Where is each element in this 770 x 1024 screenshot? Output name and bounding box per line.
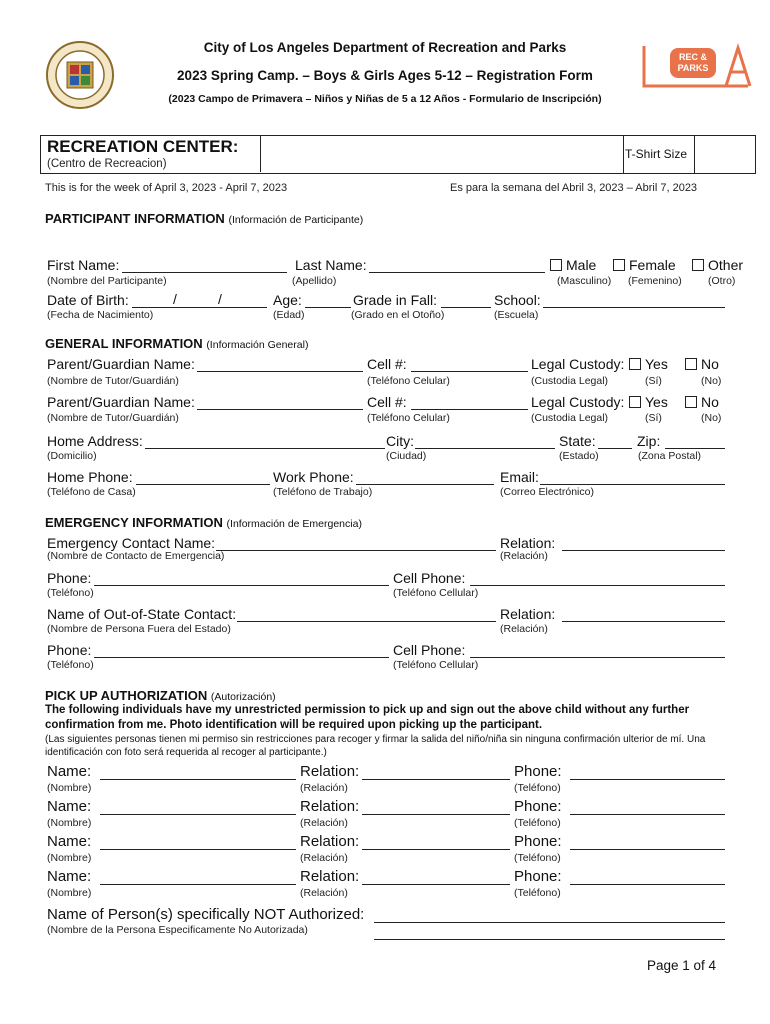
guardian2-yes-checkbox[interactable]: Yes [629,394,668,410]
guardian2-sub: (Nombre de Tutor/Guardián) [47,412,179,424]
last-name-label: Last Name: [295,257,367,273]
pickup-relation-field[interactable] [362,849,510,850]
other-checkbox[interactable]: Other [692,257,743,273]
other-sub: (Otro) [708,275,736,287]
age-field[interactable] [305,307,351,308]
dob-slash-1: / [173,291,177,307]
school-sub: (Escuela) [494,309,539,321]
pickup-relation-sub: (Relación) [300,817,348,829]
last-name-field[interactable] [369,272,545,273]
first-name-sub: (Nombre del Participante) [47,275,167,287]
guardian1-no-checkbox[interactable]: No [685,356,719,372]
emergency-contact-label: Emergency Contact Name: [47,535,216,551]
email-label: Email: [500,469,539,485]
pickup-name-sub: (Nombre) [47,887,92,899]
email-sub: (Correo Electrónico) [500,486,594,498]
email-field[interactable] [540,484,725,485]
pickup-relation-label: Relation: [300,798,360,815]
oos-cell-label: Cell Phone: [393,642,466,658]
guardian1-no-sub: (No) [701,375,722,387]
pickup-relation-label: Relation: [300,833,360,850]
emergency-cell-field[interactable] [470,585,725,586]
work-phone-label: Work Phone: [273,469,354,485]
recreation-center-sub: (Centro de Recreacion) [47,158,167,170]
guardian2-custody-label: Legal Custody: [531,394,625,410]
not-authorized-field-1[interactable] [374,922,725,923]
pickup-name-sub: (Nombre) [47,852,92,864]
not-authorized-sub: (Nombre de la Persona Especificamente No Autorizada) [47,924,308,936]
pickup-phone-label: Phone: [514,868,562,885]
not-authorized-label: Name of Person(s) specifically NOT Authorized: [47,906,365,923]
pickup-name-field[interactable] [100,814,296,815]
pickup-phone-sub: (Teléfono) [514,817,561,829]
pickup-name-field[interactable] [100,849,296,850]
pickup-relation-field[interactable] [362,814,510,815]
guardian2-cell-field[interactable] [411,409,528,410]
dob-sub: (Fecha de Nacimiento) [47,309,154,321]
pickup-name-sub: (Nombre) [47,782,92,794]
pickup-name-label: Name: [47,763,92,780]
pickup-name-label: Name: [47,833,92,850]
oos-cell-sub: (Teléfono Cellular) [393,659,479,671]
guardian2-yes-sub: (Sí) [645,412,662,424]
oos-relation-sub: (Relación) [500,623,548,635]
address-sub: (Domicilio) [47,450,97,462]
emergency-relation-sub: (Relación) [500,550,548,562]
pickup-relation-field[interactable] [362,779,510,780]
pickup-phone-field[interactable] [570,779,725,780]
dob-slash-2: / [218,291,222,307]
guardian1-cell-label: Cell #: [367,356,407,372]
pickup-name-field[interactable] [100,884,296,885]
grade-sub: (Grado en el Otoño) [351,309,445,321]
checkbox-icon [629,358,641,370]
pickup-phone-label: Phone: [514,833,562,850]
emergency-section-title: EMERGENCY INFORMATION (Información de Emergencia) [45,515,362,530]
school-label: School: [494,292,541,308]
pickup-relation-field[interactable] [362,884,510,885]
recreation-center-field[interactable] [262,136,620,171]
pickup-section-title: PICK UP AUTHORIZATION (Autorización) [45,688,276,703]
emergency-phone-field[interactable] [94,585,389,586]
not-authorized-field-2[interactable] [374,939,725,940]
city-sub: (Ciudad) [386,450,427,462]
guardian1-cell-sub: (Teléfono Celular) [367,375,450,387]
male-sub: (Masculino) [557,275,612,287]
female-sub: (Femenino) [628,275,682,287]
guardian1-field[interactable] [197,371,363,372]
guardian2-cell-sub: (Teléfono Celular) [367,412,450,424]
page-number: Page 1 of 4 [647,958,717,973]
oos-contact-field[interactable] [237,621,496,622]
city-label: City: [386,433,414,449]
pickup-phone-label: Phone: [514,798,562,815]
checkbox-icon [613,259,625,271]
emergency-contact-sub: (Nombre de Contacto de Emergencia) [47,550,225,562]
emergency-relation-field[interactable] [562,550,725,551]
checkbox-icon [629,396,641,408]
pickup-note-es: (Las siguientes personas tienen mi permiso sin restricciones para recoger y firmar la salida del niño/niña sin ninguna confirmación ulterior de mí. Una identificación con foto será requerida al recoger al participante.) [45,734,706,758]
guardian2-no-checkbox[interactable]: No [685,394,719,410]
recreation-center-label: RECREATION CENTER: [47,137,239,156]
home-phone-label: Home Phone: [47,469,133,485]
home-phone-sub: (Teléfono de Casa) [47,486,136,498]
checkbox-icon [685,396,697,408]
oos-relation-field[interactable] [562,621,725,622]
male-checkbox[interactable]: Male [550,257,596,273]
guardian2-cell-label: Cell #: [367,394,407,410]
pickup-relation-sub: (Relación) [300,852,348,864]
pickup-phone-sub: (Teléfono) [514,852,561,864]
pickup-phone-field[interactable] [570,814,725,815]
emergency-phone-sub: (Teléfono) [47,587,94,599]
guardian1-custody-sub: (Custodia Legal) [531,375,609,387]
oos-contact-label: Name of Out-of-State Contact: [47,606,237,622]
pickup-phone-sub: (Teléfono) [514,887,561,899]
emergency-phone-label: Phone: [47,570,92,586]
city-field[interactable] [415,448,555,449]
pickup-relation-sub: (Relación) [300,887,348,899]
pickup-relation-label: Relation: [300,763,360,780]
oos-phone-field[interactable] [94,657,389,658]
pickup-phone-field[interactable] [570,884,725,885]
state-field[interactable] [598,448,632,449]
guardian1-custody-label: Legal Custody: [531,356,625,372]
checkbox-icon [685,358,697,370]
home-phone-field[interactable] [136,484,270,485]
last-name-sub: (Apellido) [292,275,337,287]
address-field[interactable] [145,448,385,449]
guardian2-custody-sub: (Custodia Legal) [531,412,609,424]
general-section-title: GENERAL INFORMATION (Información General) [45,336,309,351]
checkbox-icon [550,259,562,271]
state-sub: (Estado) [559,450,599,462]
first-name-field[interactable] [122,272,287,273]
grade-label: Grade in Fall: [353,292,438,308]
header-form-title-es: (2023 Campo de Primavera – Niños y Niñas de 5 a 12 Años - Formulario de Inscripción) [168,93,602,105]
checkbox-icon [692,259,704,271]
emergency-contact-field[interactable] [216,550,496,551]
work-phone-sub: (Teléfono de Trabajo) [273,486,373,498]
address-label: Home Address: [47,433,143,449]
guardian2-field[interactable] [197,409,363,410]
city-seal-logo [45,40,115,110]
header-form-title: 2023 Spring Camp. – Boys & Girls Ages 5-12 – Registration Form [177,68,593,83]
age-label: Age: [273,292,302,308]
oos-cell-field[interactable] [470,657,725,658]
pickup-name-field[interactable] [100,779,296,780]
guardian1-label: Parent/Guardian Name: [47,356,195,372]
dob-field[interactable] [132,307,267,308]
guardian1-yes-checkbox[interactable]: Yes [629,356,668,372]
pickup-phone-field[interactable] [570,849,725,850]
emergency-relation-label: Relation: [500,535,556,551]
zip-field[interactable] [665,448,725,449]
oos-contact-sub: (Nombre de Persona Fuera del Estado) [47,623,231,635]
pickup-note: The following individuals have my unrestricted permission to pick up and sign out the above child without any further confirmation from me. Photo identification will be required upon picking up the participant. [45,704,690,731]
pickup-name-label: Name: [47,798,92,815]
week-es: Es para la semana del Abril 3, 2023 – Abril 7, 2023 [450,182,698,194]
tshirt-size-label: T-Shirt Size [625,147,688,161]
pickup-name-label: Name: [47,868,92,885]
first-name-label: First Name: [47,257,120,273]
pickup-relation-sub: (Relación) [300,782,348,794]
tshirt-size-field[interactable] [694,135,756,174]
pickup-relation-label: Relation: [300,868,360,885]
emergency-cell-label: Cell Phone: [393,570,466,586]
oos-phone-label: Phone: [47,642,92,658]
emergency-cell-sub: (Teléfono Cellular) [393,587,479,599]
dob-label: Date of Birth: [47,292,129,308]
work-phone-field[interactable] [356,484,494,485]
age-sub: (Edad) [273,309,305,321]
pickup-phone-label: Phone: [514,763,562,780]
guardian1-yes-sub: (Sí) [645,375,662,387]
pickup-name-sub: (Nombre) [47,817,92,829]
grade-field[interactable] [441,307,491,308]
week-en: This is for the week of April 3, 2023 - April 7, 2023 [45,182,288,194]
pickup-phone-sub: (Teléfono) [514,782,561,794]
zip-label: Zip: [637,433,661,449]
school-field[interactable] [543,307,725,308]
guardian1-cell-field[interactable] [411,371,528,372]
oos-phone-sub: (Teléfono) [47,659,94,671]
header-city-dept: City of Los Angeles Department of Recreation and Parks [203,40,567,55]
participant-section-title: PARTICIPANT INFORMATION (Información de Participante) [45,211,364,226]
state-label: State: [559,433,596,449]
zip-sub: (Zona Postal) [638,450,702,462]
female-checkbox[interactable]: Female [613,257,676,273]
logo-text: REC & PARKS [677,52,709,73]
guardian2-label: Parent/Guardian Name: [47,394,195,410]
oos-relation-label: Relation: [500,606,556,622]
guardian1-sub: (Nombre de Tutor/Guardián) [47,375,179,387]
guardian2-no-sub: (No) [701,412,722,424]
